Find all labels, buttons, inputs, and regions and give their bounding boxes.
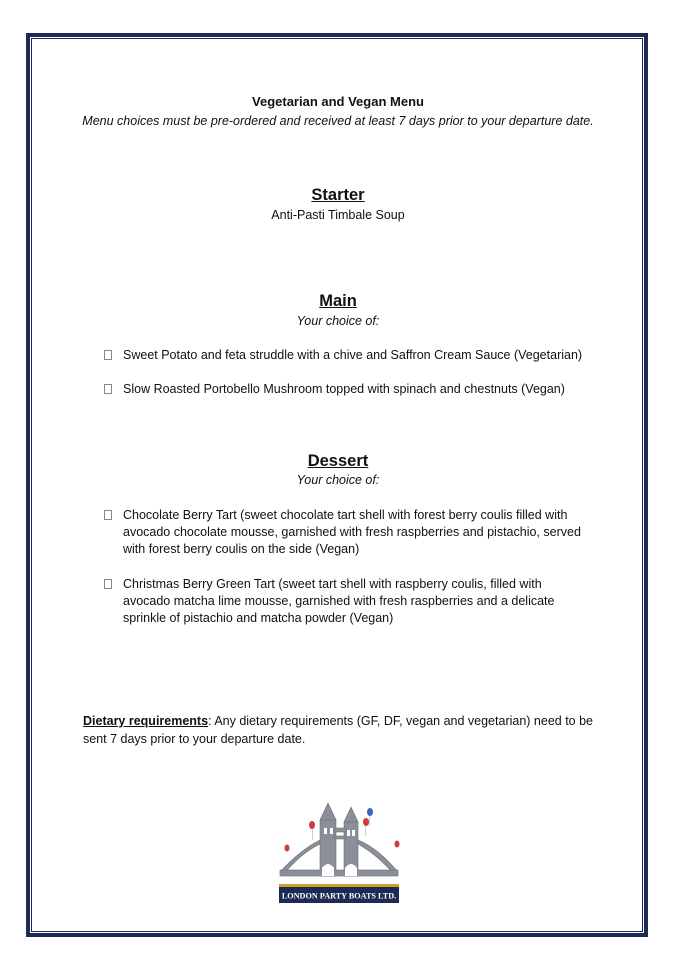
logo-text: LONDON PARTY BOATS LTD. (281, 891, 397, 901)
dessert-choice-label: Your choice of: (296, 473, 380, 487)
menu-title: Vegetarian and Vegan Menu (252, 94, 424, 109)
checkbox-icon[interactable] (104, 510, 112, 520)
main-option-2-text: Slow Roasted Portobello Mushroom topped with spinach and chestnuts (Vegan) (123, 382, 565, 396)
dietary-requirements (83, 712, 603, 748)
logo-gold-stripe (279, 884, 399, 887)
menu-subtitle: Menu choices must be pre-ordered and received at least 7 days prior to your departure date. (82, 114, 594, 128)
dietary-line-1 (83, 712, 603, 730)
dessert-option-2-line: avocado matcha lime mousse, garnished with fresh raspberries and a delicate (123, 594, 555, 608)
dessert-option-1-line: Chocolate Berry Tart (sweet chocolate tart shell with forest berry coulis filled with (123, 508, 568, 522)
dietary-line-2: sent 7 days prior to your departure date. (83, 732, 306, 746)
tower-bridge-icon (280, 803, 398, 876)
main-heading: Main (319, 292, 357, 310)
dessert-option-2-line: sprinkle of pistachio and matcha powder (Vegan) (123, 611, 394, 625)
starter-item: Anti-Pasti Timbale Soup (271, 208, 405, 222)
dessert-option-1-text (123, 507, 593, 558)
london-party-boats-logo (276, 798, 402, 908)
starter-heading: Starter (311, 186, 365, 204)
dessert-option-2-line: Christmas Berry Green Tart (sweet tart shell with raspberry coulis, filled with (123, 577, 542, 591)
dessert-option-1-line: avocado chocolate mousse, garnished with fresh raspberries and pistachio, served (123, 525, 581, 539)
dietary-text: : Any dietary requirements (GF, DF, vegan and vegetarian) need to be (208, 714, 593, 728)
checkbox-icon[interactable] (104, 579, 112, 589)
dessert-option-1-line: with forest berry coulis on the side (Vegan) (123, 542, 360, 556)
dietary-label: Dietary requirements (83, 714, 209, 728)
checkbox-icon[interactable] (104, 384, 112, 394)
checkbox-icon[interactable] (104, 350, 112, 360)
dessert-heading: Dessert (307, 452, 369, 470)
main-option-1-text: Sweet Potato and feta struddle with a chive and Saffron Cream Sauce (Vegetarian) (123, 348, 583, 362)
main-choice-label: Your choice of: (296, 314, 380, 328)
dessert-option-2-text (123, 576, 593, 627)
